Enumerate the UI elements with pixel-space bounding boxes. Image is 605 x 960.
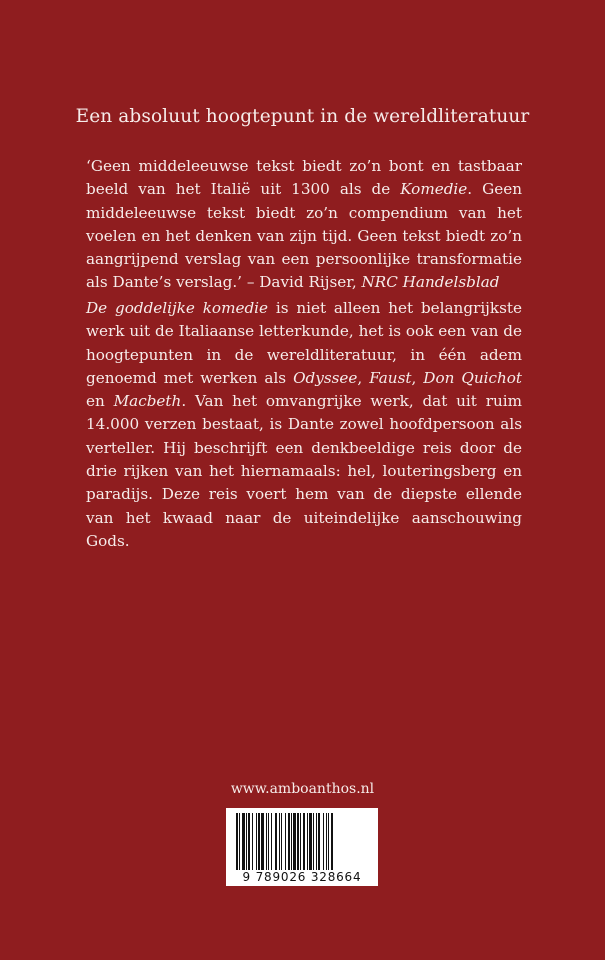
book-description xyxy=(86,297,522,553)
barcode-bar xyxy=(309,813,312,870)
barcode-bar xyxy=(300,813,301,870)
barcode-bar xyxy=(326,813,327,870)
description-text-1: is niet alleen het belangrijkste werk uit de Italiaanse letterkunde, het is ook een van de hoogtepunten in de wereldliteratuur, in één adem genoemd met werken als xyxy=(86,299,522,387)
barcode-bar xyxy=(313,813,314,870)
barcode-bar xyxy=(266,813,267,870)
barcode-bar xyxy=(279,813,280,870)
barcode-bar xyxy=(307,813,308,870)
barcode-bar xyxy=(291,813,292,870)
separator: en xyxy=(86,392,114,411)
isbn-number: 9 789026 328664 xyxy=(242,870,362,884)
review-quote xyxy=(86,155,522,295)
barcode-bar xyxy=(246,813,247,870)
barcode-bar xyxy=(268,813,269,870)
barcode-bar xyxy=(275,813,277,870)
barcode-bar xyxy=(239,813,240,870)
barcode-bar xyxy=(248,813,250,870)
barcode-bar xyxy=(261,813,264,870)
barcode-bar xyxy=(256,813,257,870)
barcode-bar xyxy=(288,813,290,870)
barcode-bar xyxy=(242,813,245,870)
barcode-bar xyxy=(236,813,238,870)
back-cover-headline: Een absoluut hoogtepunt in de wereldliteratuur xyxy=(75,106,530,127)
isbn-barcode xyxy=(226,808,378,886)
barcode-bar xyxy=(331,813,333,870)
barcode-bar xyxy=(271,813,272,870)
work-odyssee: Odyssee xyxy=(293,368,358,387)
barcode-bar xyxy=(258,813,260,870)
barcode-bar xyxy=(293,813,296,870)
barcode-bar xyxy=(252,813,253,870)
separator: , xyxy=(411,368,424,387)
barcode-bar xyxy=(285,813,286,870)
barcode-bar xyxy=(323,813,324,870)
barcode-bar xyxy=(281,813,282,870)
description-text-2: . Van het omvangrijke werk, dat uit ruim 14.000 verzen bestaat, is Dante zowel hoofdpersoon als verteller. Hij beschrijft een denkbeeldige reis door de drie rijken van het hiernamaals: hel, louteringsberg en paradijs. Deze reis voert hem van de diepste ellende van het kwaad naar de uiteindelijke aanschouwing Gods. xyxy=(86,392,522,550)
quote-source: NRC Handelsblad xyxy=(361,273,500,292)
barcode-bar xyxy=(328,813,329,870)
quote-italic-komedie: Komedie xyxy=(400,180,468,199)
barcode-bar xyxy=(303,813,305,870)
book-title: De goddelijke komedie xyxy=(86,299,269,317)
barcode-bar xyxy=(316,813,317,870)
work-faust: Faust xyxy=(369,368,412,387)
barcode-bar xyxy=(318,813,320,870)
quote-text-2: . Geen middeleeuwse tekst biedt zo’n compendium van het voelen en het denken van zijn tijd. Geen tekst biedt zo’n aangrijpend verslag van een persoonlijke transformatie als Dante’s verslag.’ – David Rijser, xyxy=(86,180,522,292)
quote-text-1: ‘Geen middeleeuwse tekst biedt zo’n bont en tastbaar beeld van het Italië uit 1300 als de xyxy=(86,157,522,199)
separator: , xyxy=(357,368,370,387)
work-don-quichot: Don Quichot xyxy=(423,368,523,387)
work-macbeth: Macbeth xyxy=(113,392,182,411)
publisher-url: www.amboanthos.nl xyxy=(230,781,375,797)
barcode-bar xyxy=(297,813,299,870)
